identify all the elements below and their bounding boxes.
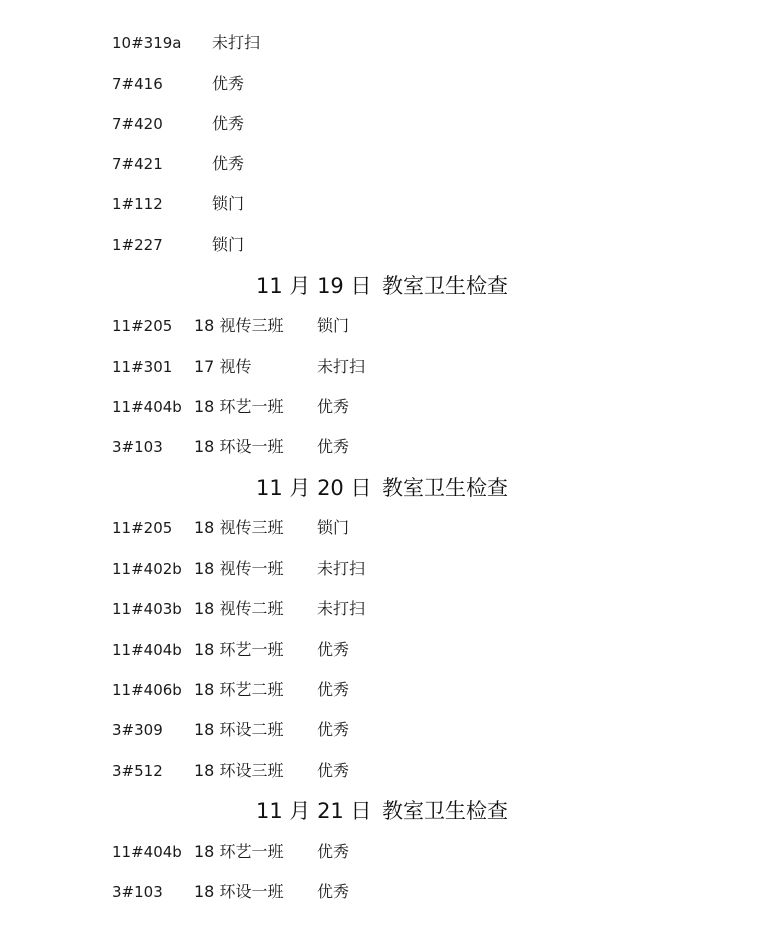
inspection-status: 未打扫	[212, 33, 261, 52]
section-heading	[0, 266, 763, 306]
room-number: 3#103	[112, 438, 163, 456]
room-number: 11#205	[112, 317, 173, 335]
inspection-status: 优秀	[317, 720, 350, 739]
section-title: 教室卫生检查	[382, 274, 508, 298]
room-number: 3#309	[112, 721, 163, 739]
record-row	[0, 670, 763, 710]
room-number: 10#319a	[112, 34, 182, 52]
section-date: 11 月 21 日	[256, 799, 372, 823]
inspection-status: 优秀	[317, 640, 350, 659]
record-row	[0, 508, 763, 548]
class-name: 18 视传二班	[194, 599, 284, 618]
class-name: 18 视传一班	[194, 559, 284, 578]
record-row	[0, 23, 763, 63]
record-row	[0, 630, 763, 670]
class-name: 18 视传三班	[194, 316, 284, 335]
class-name: 18 环艺一班	[194, 640, 284, 659]
inspection-status: 锁门	[317, 316, 350, 335]
room-number: 11#404b	[112, 398, 182, 416]
inspection-status: 锁门	[212, 235, 245, 254]
room-number: 11#205	[112, 519, 173, 537]
inspection-status: 锁门	[317, 518, 350, 537]
record-row	[0, 184, 763, 224]
record-row	[0, 427, 763, 467]
inspection-status: 未打扫	[317, 357, 366, 376]
room-number: 11#402b	[112, 560, 182, 578]
room-number: 11#406b	[112, 681, 182, 699]
room-number: 1#227	[112, 236, 163, 254]
room-number: 11#403b	[112, 600, 182, 618]
inspection-status: 优秀	[212, 114, 245, 133]
class-name: 18 环设三班	[194, 761, 284, 780]
inspection-status: 优秀	[317, 842, 350, 861]
record-row	[0, 589, 763, 629]
inspection-status: 优秀	[317, 882, 350, 901]
room-number: 1#112	[112, 195, 163, 213]
class-name: 18 环设一班	[194, 882, 284, 901]
section-title: 教室卫生检查	[382, 476, 508, 500]
inspection-status: 优秀	[212, 154, 245, 173]
room-number: 11#301	[112, 358, 173, 376]
section-heading	[0, 468, 763, 508]
class-name: 18 环艺一班	[194, 842, 284, 861]
record-row	[0, 104, 763, 144]
room-number: 11#404b	[112, 641, 182, 659]
class-name: 18 视传三班	[194, 518, 284, 537]
room-number: 7#416	[112, 75, 163, 93]
record-row	[0, 872, 763, 912]
class-name: 17 视传	[194, 357, 252, 376]
inspection-status: 优秀	[317, 397, 350, 416]
class-name: 18 环艺一班	[194, 397, 284, 416]
section-heading	[0, 791, 763, 831]
room-number: 11#404b	[112, 843, 182, 861]
class-name: 18 环设二班	[194, 720, 284, 739]
inspection-status: 优秀	[317, 437, 350, 456]
record-row	[0, 710, 763, 750]
inspection-status: 未打扫	[317, 599, 366, 618]
inspection-status: 未打扫	[317, 559, 366, 578]
section-date: 11 月 19 日	[256, 274, 372, 298]
record-row	[0, 549, 763, 589]
inspection-status: 优秀	[317, 761, 350, 780]
inspection-status: 优秀	[212, 74, 245, 93]
inspection-status: 优秀	[317, 680, 350, 699]
record-row	[0, 64, 763, 104]
record-row	[0, 144, 763, 184]
section-title: 教室卫生检查	[382, 799, 508, 823]
record-row	[0, 832, 763, 872]
inspection-status: 锁门	[212, 194, 245, 213]
room-number: 3#512	[112, 762, 163, 780]
section-date: 11 月 20 日	[256, 476, 372, 500]
room-number: 7#421	[112, 155, 163, 173]
class-name: 18 环艺二班	[194, 680, 284, 699]
class-name: 18 环设一班	[194, 437, 284, 456]
room-number: 3#103	[112, 883, 163, 901]
room-number: 7#420	[112, 115, 163, 133]
record-row	[0, 225, 763, 265]
record-row	[0, 387, 763, 427]
record-row	[0, 347, 763, 387]
record-row	[0, 306, 763, 346]
record-row	[0, 751, 763, 791]
